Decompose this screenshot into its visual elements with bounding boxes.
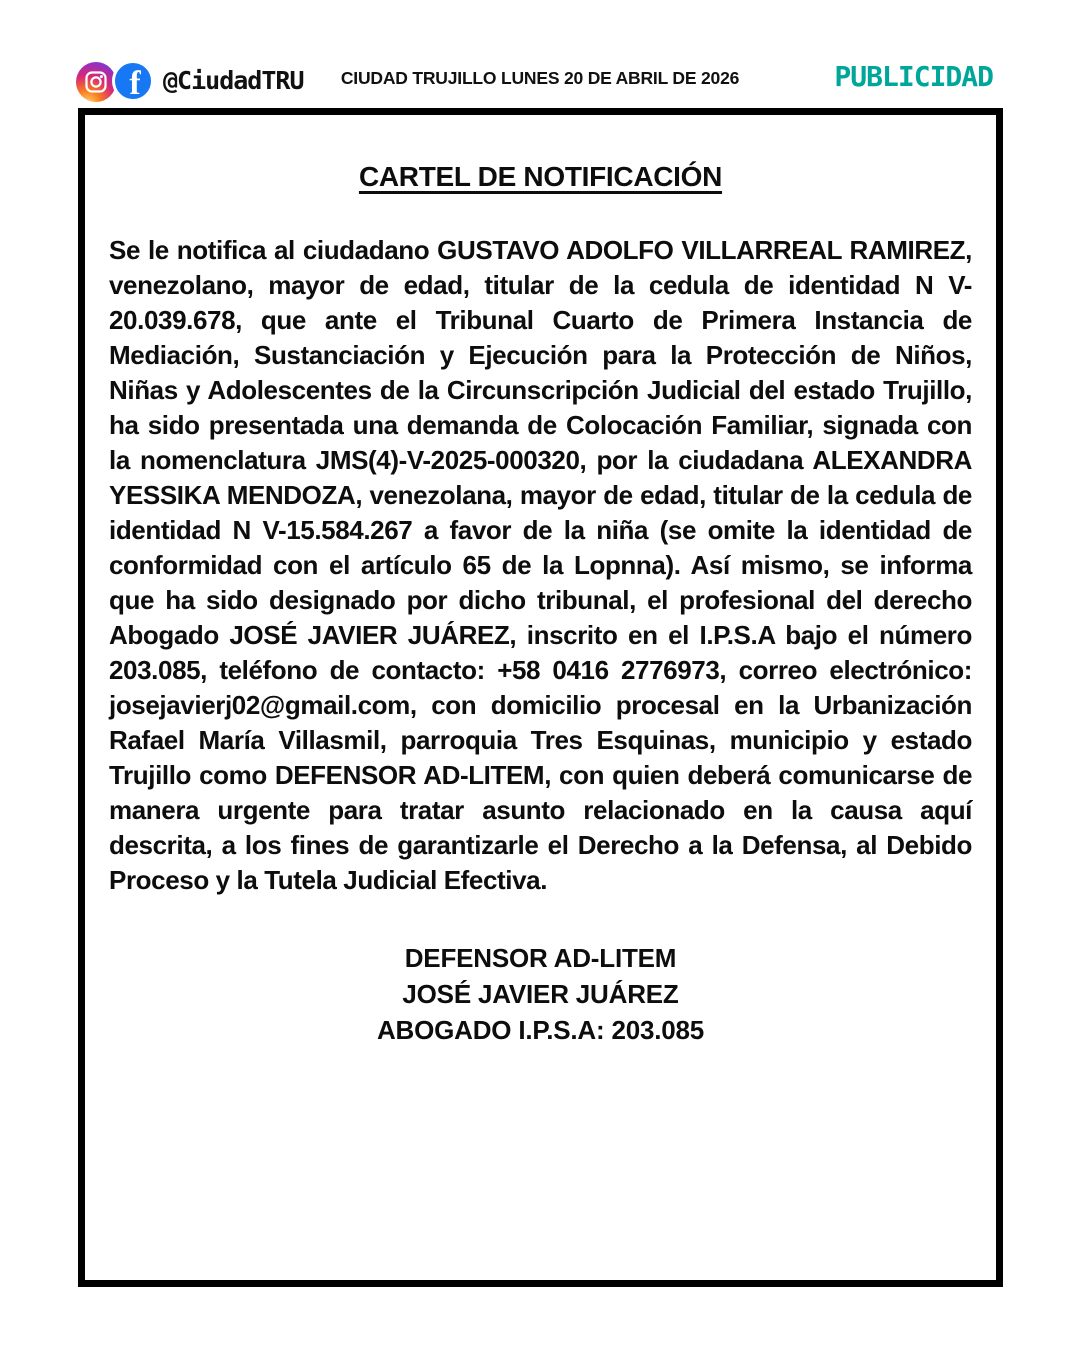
instagram-icon [76,62,116,102]
page-header [0,0,1080,108]
social-handle: @CiudadTRU [163,66,304,95]
notification-box [78,108,1003,1287]
notice-title: CARTEL DE NOTIFICACIÓN [358,161,723,192]
signature-credentials: ABOGADO I.P.S.A: 203.085 [376,1015,705,1045]
signature-role: DEFENSOR AD-LITEM [404,943,677,973]
signature-name: JOSÉ JAVIER JUÁREZ [402,979,679,1009]
facebook-icon: f [112,60,154,102]
signature-block [109,940,972,1048]
publicidad-label: PUBLICIDAD [834,60,993,93]
masthead-date: CIUDAD TRUJILLO LUNES 20 DE ABRIL DE 2026 [340,68,740,88]
notice-body-text: Se le notifica al ciudadano GUSTAVO ADOLFO VILLARREAL RAMIREZ, venezolano, mayor de edad, titular de la cedula de identidad N V-20.039.678, que ante el Tribunal Cuarto de Primera Instancia de Mediación, Sustanciación y Ejecución para la Protección de Niños, Niñas y Adolescentes de la Circunscripción Judicial del estado Trujillo, ha sido presentada una demanda de Colocación Familiar, signada con la nomenclatura JMS(4)-V-2025-000320, por la ciudadana ALEXANDRA YESSIKA MENDOZA, venezolana, mayor de edad, titular de la cedula de identidad N V-15.584.267 a favor de la niña (se omite la identidad de conformidad con el artículo 65 de la Lopnna). Así mismo, se informa que ha sido designado por dicho tribunal, el profesional del derecho Abogado JOSÉ JAVIER JUÁREZ, inscrito en el I.P.S.A bajo el número 203.085, teléfono de contacto: +58 0416 2776973, correo electrónico: josejavierj02@gmail.com, con domicilio procesal en la Urbanización Rafael María Villasmil, parroquia Tres Esquinas, municipio y estado Trujillo como DEFENSOR AD-LITEM, con quien deberá comunicarse de manera urgente para tratar asunto relacionado en la causa aquí descrita, a los fines de garantizarle el Derecho a la Defensa, al Debido Proceso y la Tutela Judicial Efectiva. [109,235,972,895]
